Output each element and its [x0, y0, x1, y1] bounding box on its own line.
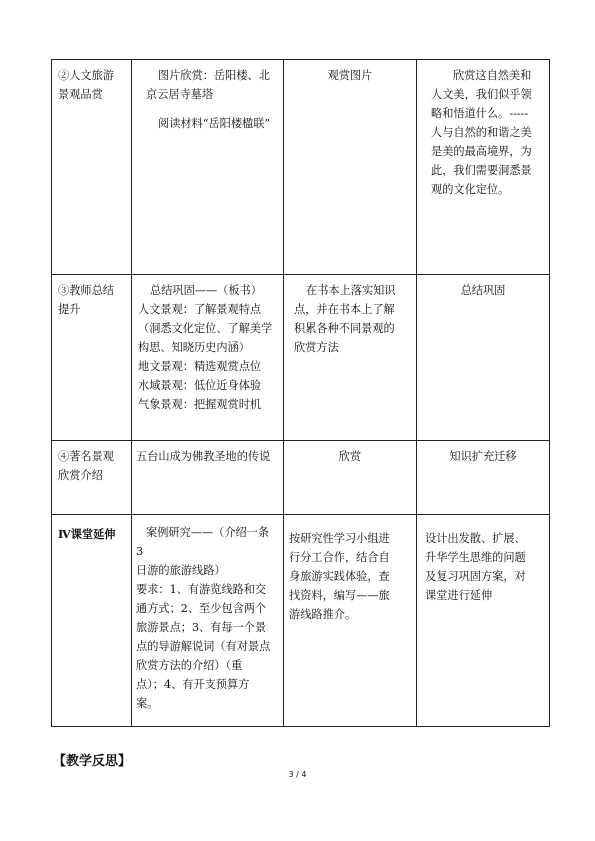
- content-line: 案。: [136, 697, 159, 710]
- lesson-plan-table: [51, 59, 550, 727]
- design-intent-cell: [417, 515, 550, 727]
- intent-line: 观的文化定位。: [431, 183, 510, 196]
- activity-line: 积累各种不同景观的: [294, 322, 395, 335]
- activity-line: 在书本上落实知识: [306, 284, 396, 297]
- activity-line: 行分工合作，结合自: [289, 551, 390, 564]
- intent-line: 设计出发散、扩展、: [425, 532, 526, 545]
- content-line: （洞悉文化定位、了解美学: [138, 322, 273, 335]
- teacher-content-cell: [132, 441, 284, 515]
- stage-label-cell: [52, 60, 132, 275]
- content-line: 案例研究——（介绍一条 3: [136, 526, 270, 558]
- stage-label: 提升: [58, 303, 81, 316]
- stage-label-cell: [52, 515, 132, 727]
- content-line: 旅游景点；3、有每一个景: [136, 621, 267, 634]
- activity-line: 点，并在书本上了解: [294, 303, 395, 316]
- content-line: 通方式；2、至少包含两个: [136, 602, 267, 615]
- stage-label: Ⅳ课堂延伸: [58, 527, 116, 541]
- content-line: 地文景观：精选观赏点位: [138, 360, 262, 373]
- content-line: 点的导游解说词（有对景点: [136, 640, 271, 653]
- student-activity-cell: [284, 515, 417, 727]
- design-intent-cell: [417, 441, 550, 515]
- design-intent-cell: [417, 60, 550, 275]
- stage-label-cell: [52, 441, 132, 515]
- student-activity-cell: [284, 60, 417, 275]
- intent-line: 此，我们需要洞悉景: [431, 164, 532, 177]
- activity-line: 游线路推介。: [289, 608, 357, 621]
- content-line: 日游的旅游线路）: [136, 564, 226, 577]
- table-row: [52, 275, 550, 441]
- student-activity-cell: [284, 441, 417, 515]
- content-line: 人文景观：了解景观特点: [138, 303, 262, 316]
- teacher-content-cell: [132, 60, 284, 275]
- intent-line: 知识扩充迁移: [449, 450, 517, 463]
- stage-label: ③教师总结: [58, 284, 114, 297]
- stage-label: 景观品赏: [58, 88, 103, 101]
- table-row: [52, 60, 550, 275]
- stage-label-cell: [52, 275, 132, 441]
- activity-line: 身旅游实践体验，查: [289, 570, 390, 583]
- stage-label: ②人文旅游: [58, 69, 114, 82]
- content-line: 构思、知晓历史内涵）: [138, 341, 250, 354]
- content-line: 阅读材料“岳阳楼楹联”: [158, 117, 271, 130]
- page-number: 3 / 4: [288, 770, 307, 779]
- intent-line: 是美的最高境界，为: [431, 145, 532, 158]
- intent-line: 欣赏这自然美和: [453, 69, 532, 82]
- content-line: 要求：1、有游览线路和交: [136, 583, 267, 596]
- content-line: 水域景观：低位近身体验: [138, 379, 262, 392]
- content-line: 京云居寺墓塔: [146, 88, 214, 101]
- stage-label: 欣赏介绍: [58, 469, 103, 482]
- activity-line: 欣赏方法: [294, 341, 339, 354]
- intent-line: 总结巩固: [460, 284, 506, 297]
- teaching-reflection-heading: 【教学反思】: [53, 754, 132, 769]
- design-intent-cell: [417, 275, 550, 441]
- activity-line: 观赏图片: [327, 69, 373, 82]
- content-line: 气象景观：把握观赏时机: [138, 398, 262, 411]
- intent-line: 人文美，我们似乎领: [431, 88, 532, 101]
- intent-line: 课堂进行延伸: [425, 589, 493, 602]
- teacher-content-cell: [132, 515, 284, 727]
- activity-line: 按研究性学习小组进: [289, 532, 390, 545]
- table-row: [52, 515, 550, 727]
- activity-line: 欣赏: [338, 450, 362, 463]
- intent-line: 人与自然的和谐之美: [431, 126, 532, 139]
- content-line: 五台山成为佛教圣地的传说: [136, 450, 271, 463]
- student-activity-cell: [284, 275, 417, 441]
- intent-line: 及复习巩固方案，对: [425, 570, 526, 583]
- activity-line: 找资料，编写——旅: [289, 589, 390, 602]
- content-line: 点）；4、有开支预算方: [136, 678, 250, 691]
- content-line: 欣赏方法的介绍）（重: [136, 659, 243, 672]
- table-row: [52, 441, 550, 515]
- intent-line: 略和悟道什么。-----: [431, 107, 529, 120]
- content-line: 总结巩固——（板书）: [150, 284, 262, 297]
- stage-label: ④著名景观: [58, 450, 114, 463]
- intent-line: 升华学生思维的问题: [425, 551, 526, 564]
- teacher-content-cell: [132, 275, 284, 441]
- content-line: 图片欣赏：岳阳楼、北: [158, 69, 270, 82]
